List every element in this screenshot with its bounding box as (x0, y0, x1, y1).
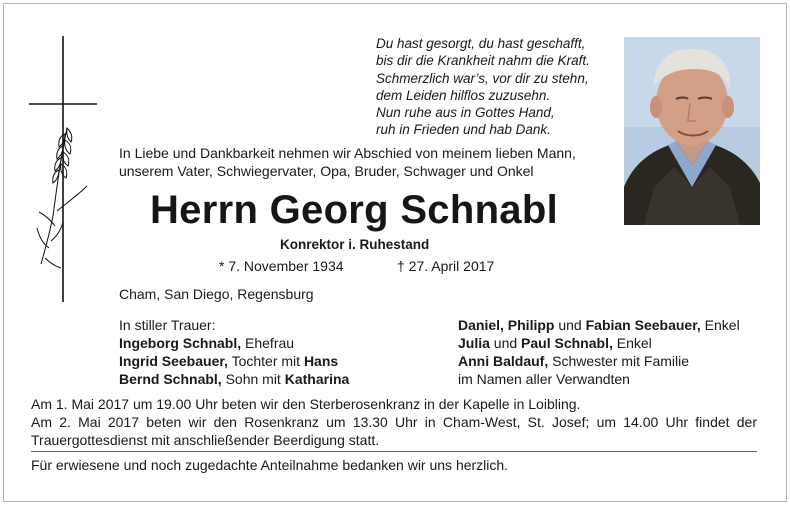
thanks-note: Für erwiesene und noch zugedachte Anteilnahme bedanken wir uns herzlich. (31, 457, 509, 473)
mourner-name: Hans (303, 353, 339, 369)
mourner-name: Katharina (284, 371, 350, 387)
service-paragraph: Am 2. Mai 2017 beten wir den Rosenkranz um 13.30 Uhr in Cham-West, St. Josef; um 14.00 Uhr findet der Trauergottesdienst mit anschließender Beerdigung statt. (31, 414, 757, 448)
mourner-name: Fabian Seebauer, (585, 317, 701, 333)
poem-line: Du hast gesorgt, du hast geschafft, (376, 36, 586, 51)
deceased-title: Konrektor i. Ruhestand (280, 237, 430, 252)
mourner-relation: im Namen aller Verwandten (458, 371, 630, 387)
poem-verse (376, 35, 590, 139)
service-announcement (31, 395, 757, 449)
mourner-joiner: und (489, 335, 522, 351)
mourner-name: Anni Baldauf, (458, 353, 549, 369)
places-of-life: Cham, San Diego, Regensburg (119, 286, 314, 302)
mourner-relation: Sohn mit (221, 371, 285, 387)
intro-text (119, 144, 576, 180)
mourner-name: Bernd Schnabl, (119, 371, 222, 387)
mourner-joiner: und (554, 317, 586, 333)
mourners-list-left (119, 316, 349, 388)
divider-line (31, 451, 757, 452)
mourner-relation: Tochter mit (227, 353, 304, 369)
intro-line: In Liebe und Dankbarkeit nehmen wir Abschied von meinem lieben Mann, (119, 145, 576, 161)
cross-with-wheat-icon (27, 36, 99, 302)
portrait-photo (624, 37, 760, 225)
mourner-name: Paul Schnabl, (521, 335, 613, 351)
poem-line: ruh in Frieden und hab Dank. (376, 122, 551, 138)
death-date: † 27. April 2017 (397, 258, 495, 274)
mourner-entry (458, 316, 740, 334)
mourner-entry (458, 334, 740, 352)
mourner-relation: Enkel (700, 317, 740, 333)
poem-line: Nun ruhe aus in Gottes Hand, (376, 105, 555, 121)
poem-line: Schmerzlich war’s, vor dir zu stehn, (376, 70, 589, 86)
service-paragraph: Am 1. Mai 2017 um 19.00 Uhr beten wir den Sterberosenkranz in der Kapelle in Loibling. (31, 396, 581, 412)
mourner-entry (119, 352, 349, 370)
mourner-entry (458, 352, 740, 370)
poem-line: bis dir die Krankheit nahm die Kraft. (376, 53, 590, 69)
mourner-name: Daniel, Philipp (458, 317, 555, 333)
deceased-name: Herrn Georg Schnabl (150, 188, 559, 232)
mourner-name: Julia (458, 335, 490, 351)
mourner-entry (458, 370, 740, 388)
mourner-relation: Ehefrau (241, 335, 295, 351)
intro-line: unserem Vater, Schwiegervater, Opa, Bruder, Schwager und Onkel (119, 163, 534, 179)
mourners-list-right (458, 316, 740, 388)
mourner-relation: Schwester mit Familie (548, 353, 690, 369)
poem-line: dem Leiden hilflos zuzusehn. (376, 87, 551, 103)
mourner-relation: Enkel (612, 335, 652, 351)
birth-date: * 7. November 1934 (219, 258, 344, 274)
mourners-heading: In stiller Trauer: (119, 317, 216, 333)
mourner-entry (119, 334, 349, 352)
mourner-name: Ingeborg Schnabl, (119, 335, 242, 351)
mourner-name: Ingrid Seebauer, (119, 353, 228, 369)
mourner-entry (119, 370, 349, 388)
